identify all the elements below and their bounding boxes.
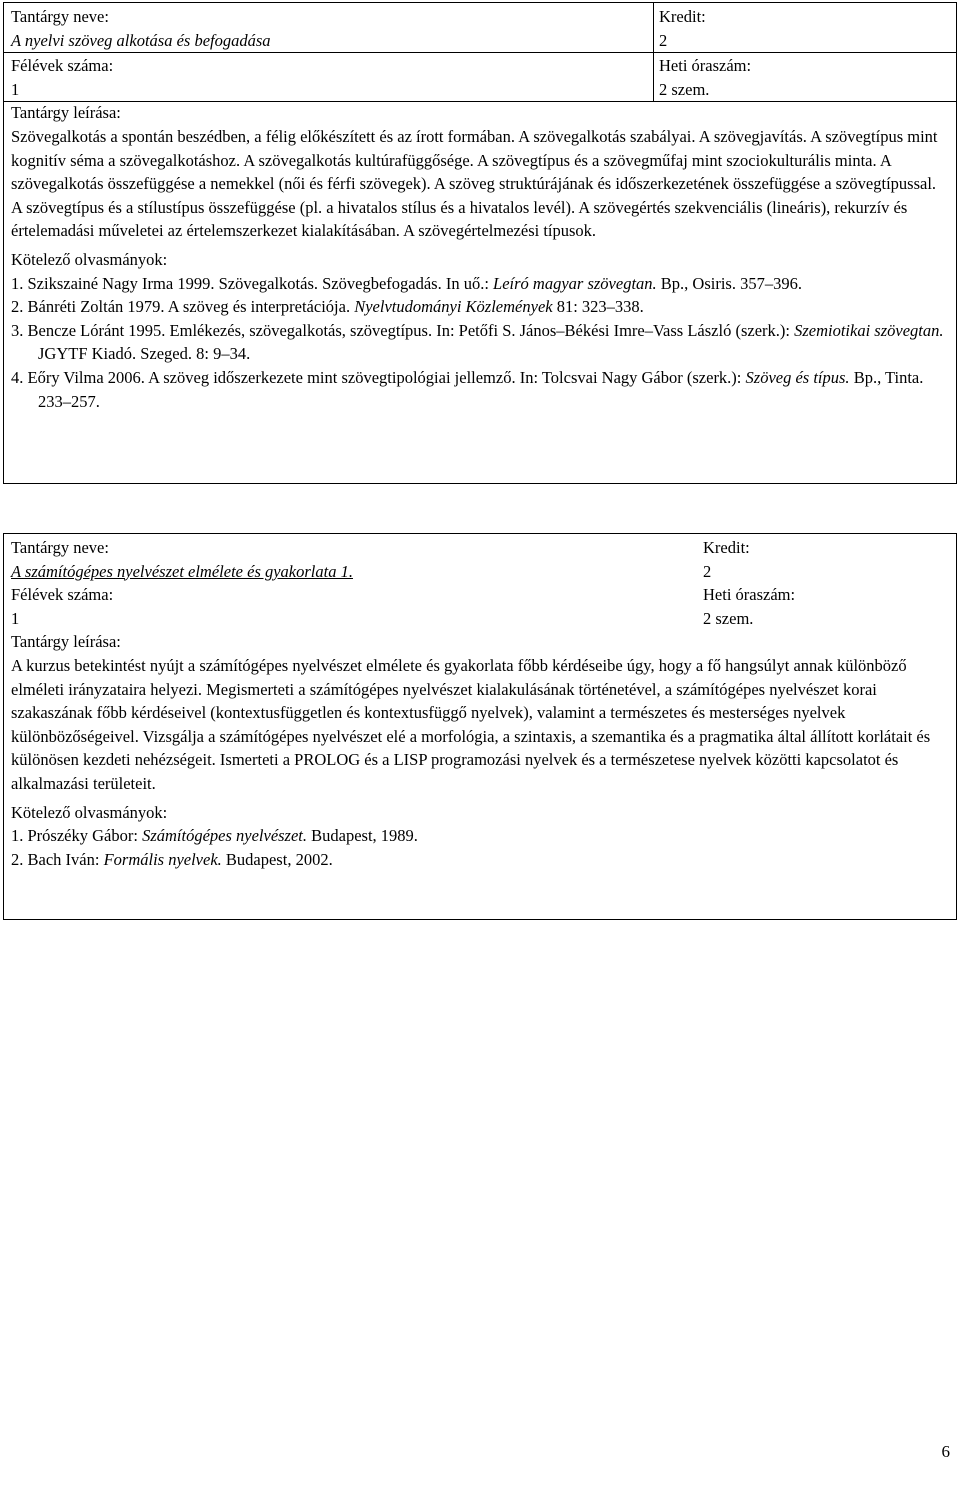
hours-label: Heti óraszám: (659, 56, 752, 76)
description-text: Szövegalkotás a spontán beszédben, a félig előkészített és az írott formában. A szövegalkotás szabályai. A szövegjavítás. A szövegtípus mint kognitív séma a szövegalkotáshoz. A szövegalkotás kultúrafüggősége. A szövegtípus és a szövegműfaj mint szociokulturális minta. A szövegalkotás összefüggése a nemekkel (női és férfi szövegek). A szöveg struktúrájának és időszerkezetének összefüggése a szövegtípussal. A szövegtípus és a stílustípus összefüggése (pl. a hivatalos stílus és a hivatalos levél). A szövegértés szekvenciális (lineáris), rekurzív és értelemadási műveletei az értelemszerkezet kialakításában. A szövegértelmezési típusok. (11, 126, 938, 241)
divider (4, 101, 956, 102)
semester-value: 1 (11, 79, 20, 99)
semester-label: Félévek száma: (11, 56, 114, 76)
reading-item: 3. Bencze Lóránt 1995. Emlékezés, szövegalkotás, szövegtípus. In: Petőfi S. János–Békési Imre–Vass László (szerk.): Szemiotikai szövegtan. JGYTF Kiadó. Szeged. 8: 9–34. (11, 320, 944, 364)
course-header (4, 534, 956, 630)
reading-item: 2. Bach Iván: Formális nyelvek. Budapest, 2002. (11, 849, 333, 869)
credit-label: Kredit: (703, 538, 750, 557)
readings-label: Kötelező olvasmányok: (11, 249, 168, 269)
readings-list (11, 824, 949, 871)
reading-item: 1. Prószéky Gábor: Számítógépes nyelvészet. Budapest, 1989. (11, 826, 418, 846)
credit-value: 2 (659, 30, 668, 50)
course-body (4, 101, 956, 413)
readings-label: Kötelező olvasmányok: (11, 802, 168, 822)
subject-label: Tantárgy neve: (11, 538, 109, 557)
divider (653, 3, 654, 101)
course-body (4, 630, 956, 871)
description-label: Tantárgy leírása: (11, 103, 121, 123)
subject-title: A nyelvi szöveg alkotása és befogadása (11, 30, 271, 50)
reading-item: 1. Szikszainé Nagy Irma 1999. Szövegalkotás. Szövegbefogadás. In uő.: Leíró magyar szövegtan. Bp., Osiris. 357–396. (11, 273, 802, 293)
semester-value: 1 (11, 608, 20, 628)
hours-value: 2 szem. (703, 608, 754, 628)
course-block-1 (3, 2, 957, 484)
description-label: Tantárgy leírása: (11, 632, 121, 652)
description-text: A kurzus betekintést nyújt a számítógépes nyelvészet elmélete és gyakorlata főbb kérdéseibe úgy, hogy a fő hangsúlyt annak különböző elméleti irányzataira helyezi. Megismerteti a számítógépes nyelvészet kialakulásának történetével, a számítógépes nyelvészet korai szakaszának főbb kérdéseivel (kontextusfüggetlen és kontextusfüggő nyelvek), valamint a természetes és mesterséges nyelvek különbözőségeivel. Vizsgálja a számítógépes nyelvészet elé a morfológia, a szintaxis, a szemantika és a pragmatika által állított korlátait és különösen kezdeti nehézségeit. Ismerteti a PROLOG és a LISP programozási nyelvek és a természetese nyelvek közötti kapcsolatot és alkalmazási területeit. (11, 655, 931, 793)
hours-value: 2 szem. (659, 79, 710, 99)
course-block-2 (3, 533, 957, 920)
credit-value: 2 (703, 561, 712, 581)
hours-label: Heti óraszám: (703, 585, 796, 605)
reading-item: 2. Bánréti Zoltán 1979. A szöveg és interpretációja. Nyelvtudományi Közlemények 81: 323–338. (11, 297, 644, 317)
subject-label: Tantárgy neve: (11, 7, 109, 26)
semester-label: Félévek száma: (11, 585, 114, 605)
subject-title: A számítógépes nyelvészet elmélete és gyakorlata 1. (11, 561, 353, 581)
reading-item: 4. Eőry Vilma 2006. A szöveg időszerkezete mint szövegtipológiai jellemző. In: Tolcsvai Nagy Gábor (szerk.): Szöveg és típus. Bp., Tinta. 233–257. (11, 367, 924, 411)
course-header-left (4, 534, 696, 630)
divider (4, 52, 956, 53)
readings-list (11, 272, 949, 414)
page-number: 6 (941, 1442, 950, 1461)
credit-label: Kredit: (659, 7, 706, 26)
course-header-right (696, 534, 956, 630)
